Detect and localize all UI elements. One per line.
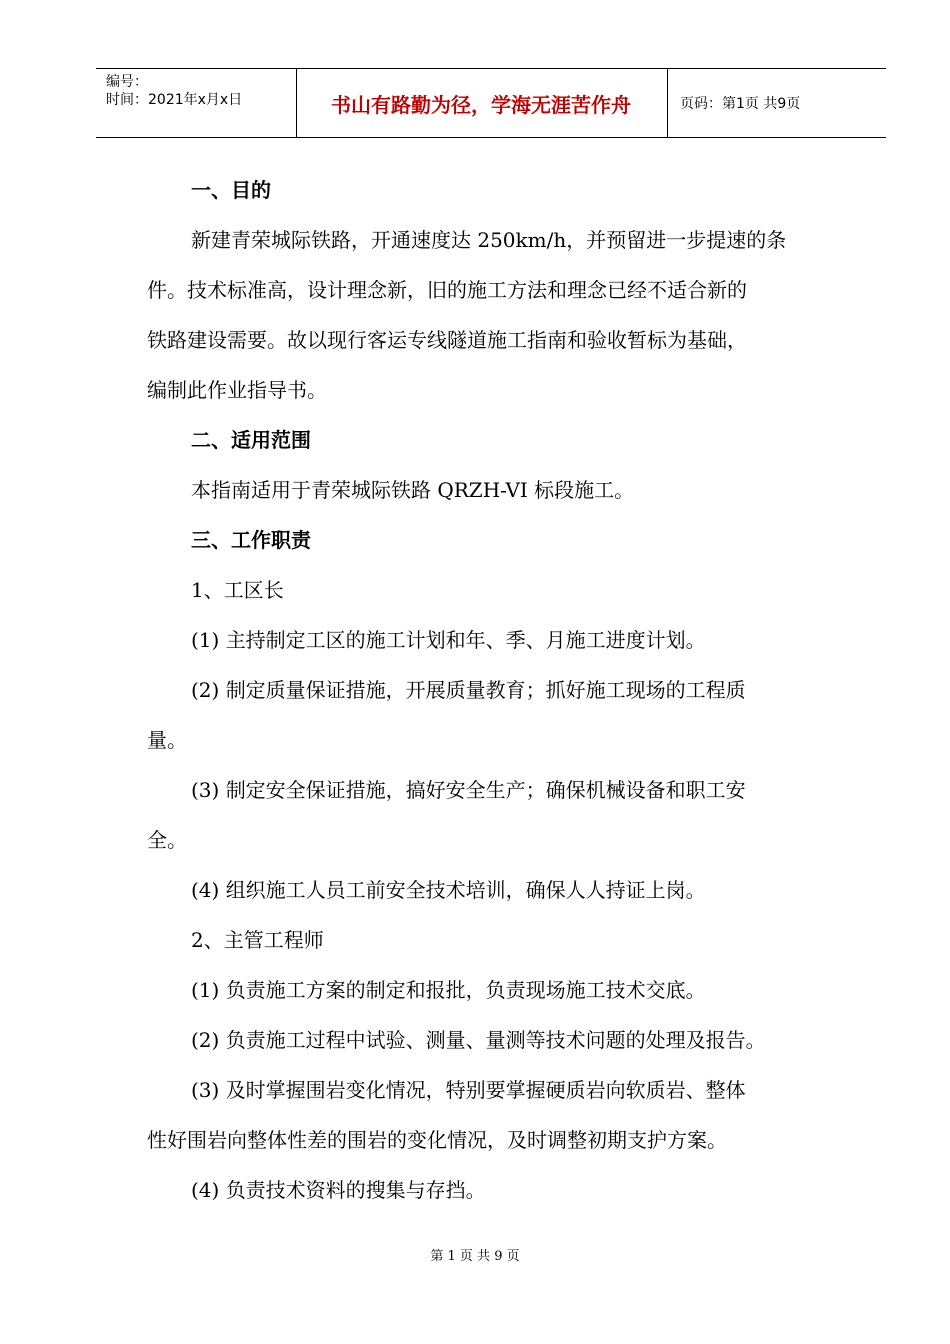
body-text-line: (4) 负责技术资料的搜集与存挡。 xyxy=(191,1178,486,1202)
body-text-line: (2) 制定质量保证措施，开展质量教育；抓好施工现场的工程质 xyxy=(191,678,746,702)
document-number-label: 编号： xyxy=(106,74,148,90)
page-header xyxy=(96,68,886,138)
body-text-line: (1) 负责施工方案的制定和报批，负责现场施工技术交底。 xyxy=(191,978,706,1002)
body-text-line: 铁路建设需要。故以现行客运专线隧道施工指南和验收暂标为基础， xyxy=(147,328,747,352)
section-heading: 三、工作职责 xyxy=(191,528,311,552)
body-text-line: 件。技术标准高，设计理念新，旧的施工方法和理念已经不适合新的 xyxy=(147,278,747,302)
header-page-info: 页码：第1页 共9页 xyxy=(680,96,801,112)
body-text-line: 新建青荣城际铁路，开通速度达 250km/h，并预留进一步提速的条 xyxy=(191,228,787,252)
body-text-line: (1) 主持制定工区的施工计划和年、季、月施工进度计划。 xyxy=(191,628,706,652)
section-heading: 二、适用范围 xyxy=(191,428,311,452)
body-text-line: 性好围岩向整体性差的围岩的变化情况，及时调整初期支护方案。 xyxy=(147,1128,727,1152)
header-page-cell xyxy=(668,69,886,137)
body-text-line: (2) 负责施工过程中试验、测量、量测等技术问题的处理及报告。 xyxy=(191,1028,766,1052)
body-text-line: 编制此作业指导书。 xyxy=(147,378,327,402)
document-time-label: 时间：2021年x月x日 xyxy=(106,92,243,108)
body-text-line: 2、主管工程师 xyxy=(191,928,324,952)
header-left-cell xyxy=(96,69,296,137)
body-text-line: (3) 及时掌握围岩变化情况，特别要掌握硬质岩向软质岩、整体 xyxy=(191,1078,746,1102)
section-heading: 一、目的 xyxy=(191,178,271,202)
body-text-line: 全。 xyxy=(147,828,187,852)
body-text-line: (3) 制定安全保证措施，搞好安全生产；确保机械设备和职工安 xyxy=(191,778,746,802)
body-text-line: 本指南适用于青荣城际铁路 QRZH-VI 标段施工。 xyxy=(191,478,635,502)
body-text-line: 量。 xyxy=(147,728,187,752)
body-text-line: 1、工区长 xyxy=(191,578,284,602)
header-motto-cell xyxy=(297,69,665,137)
body-text-line: (4) 组织施工人员工前安全技术培训，确保人人持证上岗。 xyxy=(191,878,706,902)
header-motto: 书山有路勤为径，学海无涯苦作舟 xyxy=(331,92,631,117)
page-footer: 第 1 页 共 9 页 xyxy=(430,1249,520,1264)
